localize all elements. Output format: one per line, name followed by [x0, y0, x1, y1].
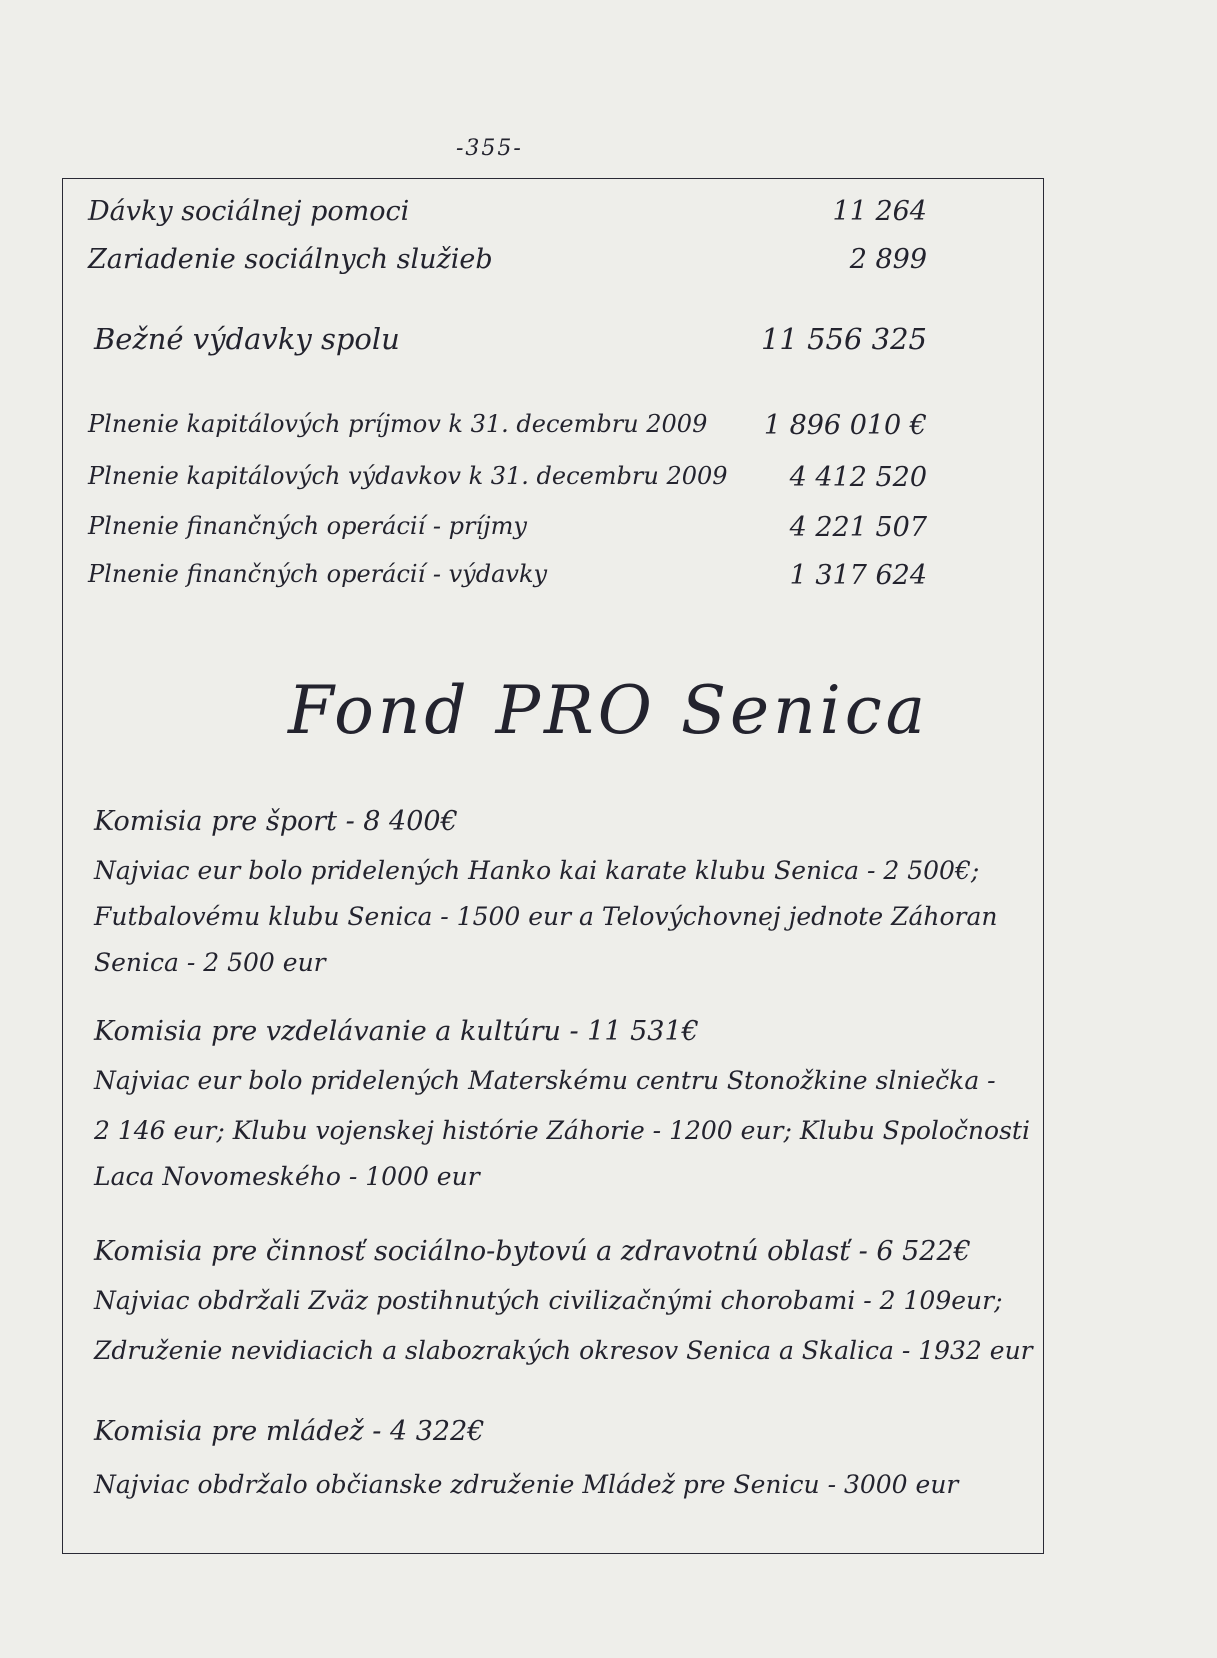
- row-value: 4 412 520: [789, 462, 927, 493]
- row-value: 2 899: [849, 244, 927, 275]
- paragraph-line: Komisia pre činnosť sociálno-bytovú a zdravotnú oblasť - 6 522€: [94, 1236, 971, 1267]
- paragraph-line: 2 146 eur; Klubu vojenskej histórie Záhorie - 1200 eur; Klubu Spoločnosti: [94, 1116, 1030, 1145]
- row-label: Plnenie kapitálových výdavkov k 31. decembru 2009: [88, 462, 728, 490]
- row-label: Zariadenie sociálnych služieb: [88, 244, 493, 275]
- paragraph-line: Senica - 2 500 eur: [94, 948, 326, 977]
- paragraph-line: Najviac obdržali Zväz postihnutých civilizačnými chorobami - 2 109eur;: [94, 1286, 1003, 1315]
- row-value: 1 896 010 €: [763, 410, 927, 441]
- fund-heading: Fond PRO Senica: [287, 672, 930, 749]
- row-value: 11 556 325: [760, 322, 927, 356]
- row-label: Bežné výdavky spolu: [94, 322, 400, 356]
- page-number: -355-: [456, 136, 523, 161]
- paragraph-line: Komisia pre vzdelávanie a kultúru - 11 531€: [94, 1016, 699, 1047]
- paragraph-line: Laca Novomeského - 1000 eur: [94, 1162, 480, 1191]
- row-label: Plnenie finančných operácií - príjmy: [88, 512, 527, 540]
- row-label: Plnenie kapitálových príjmov k 31. decembru 2009: [88, 410, 708, 438]
- row-label: Dávky sociálnej pomoci: [88, 196, 410, 227]
- row-value: 4 221 507: [789, 512, 927, 543]
- row-label: Plnenie finančných operácií - výdavky: [88, 560, 548, 588]
- paragraph-line: Futbalovému klubu Senica - 1500 eur a Telovýchovnej jednote Záhoran: [94, 902, 998, 931]
- row-value: 1 317 624: [789, 560, 927, 591]
- paragraph-line: Najviac eur bolo pridelených Materskému centru Stonožkine slniečka -: [94, 1066, 996, 1095]
- paragraph-line: Najviac eur bolo pridelených Hanko kai karate klubu Senica - 2 500€;: [94, 856, 980, 885]
- paragraph-line: Komisia pre mládež - 4 322€: [94, 1416, 485, 1447]
- paragraph-line: Komisia pre šport - 8 400€: [94, 806, 458, 837]
- row-value: 11 264: [832, 196, 927, 227]
- paragraph-line: Združenie nevidiacich a slabozrakých okresov Senica a Skalica - 1932 eur: [94, 1336, 1033, 1365]
- paragraph-line: Najviac obdržalo občianske združenie Mládež pre Senicu - 3000 eur: [94, 1470, 959, 1499]
